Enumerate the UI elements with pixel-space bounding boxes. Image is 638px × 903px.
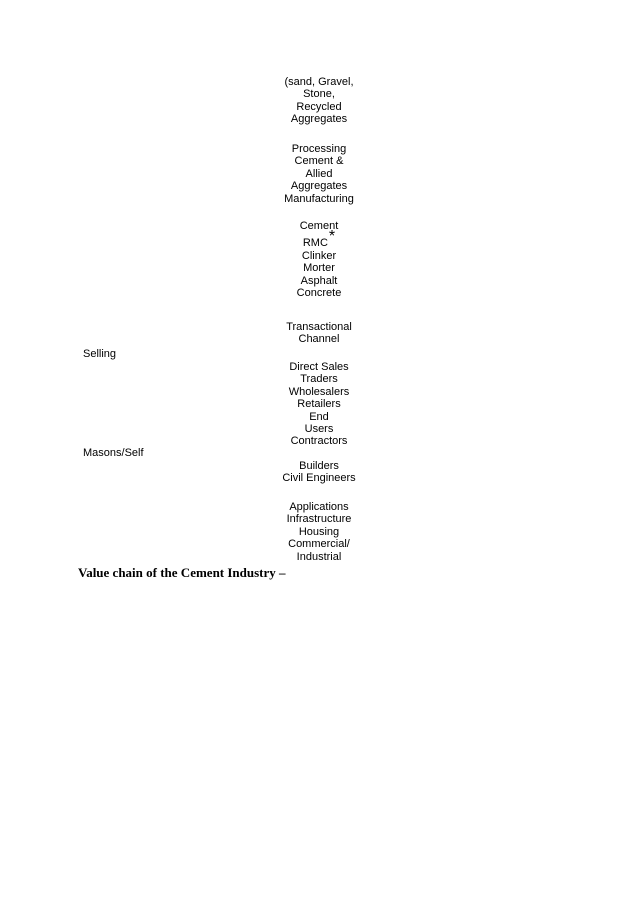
- product-line: Clinker: [301, 249, 337, 262]
- processing-line: Cement &: [294, 155, 344, 168]
- processing-block: [239, 143, 399, 205]
- product-line: Morter: [303, 262, 335, 275]
- builders-block: [239, 460, 399, 485]
- sales-line: End: [309, 410, 329, 423]
- product-line: Cement: [299, 220, 339, 232]
- sales-line: Retailers: [297, 398, 341, 411]
- applications-line: Housing: [298, 525, 340, 538]
- processing-line: Manufacturing: [284, 192, 354, 205]
- product-line: Asphalt: [300, 274, 338, 287]
- raw-materials-block: [239, 76, 399, 126]
- sales-line: Wholesalers: [288, 385, 350, 398]
- applications-line: Applications: [289, 501, 349, 513]
- raw-materials-line: Stone,: [303, 88, 335, 101]
- product-line-rmc: [239, 228, 399, 250]
- sales-line: Direct Sales: [289, 361, 349, 373]
- sales-line: Contractors: [290, 435, 348, 448]
- processing-line: Processing: [291, 143, 347, 155]
- builders-line: Civil Engineers: [282, 472, 356, 485]
- sales-line: Users: [304, 423, 334, 436]
- raw-materials-line: (sand, Gravel,: [284, 76, 354, 88]
- products-block: [239, 220, 399, 299]
- masons-label: Masons/Self: [83, 447, 144, 459]
- processing-line: Aggregates: [290, 180, 348, 193]
- channel-block: [239, 321, 399, 346]
- builders-line: Builders: [299, 460, 339, 472]
- figure-caption: Value chain of the Cement Industry –: [78, 565, 286, 580]
- raw-materials-line: Recycled: [296, 100, 342, 113]
- channel-line: Channel: [298, 333, 340, 346]
- applications-line: Infrastructure: [286, 513, 352, 526]
- raw-materials-line: Aggregates: [290, 113, 348, 126]
- asterisk-mark: *: [328, 228, 336, 246]
- applications-line: Industrial: [296, 550, 342, 563]
- selling-label: Selling: [83, 348, 117, 360]
- sales-line: Traders: [300, 373, 338, 386]
- rmc-label: RMC: [302, 237, 328, 250]
- sales-block: [239, 361, 399, 448]
- applications-block: [239, 501, 399, 563]
- processing-line: Allied: [305, 167, 333, 180]
- product-line: Concrete: [296, 287, 342, 300]
- channel-line: Transactional: [286, 321, 352, 333]
- applications-line: Commercial/: [288, 538, 350, 551]
